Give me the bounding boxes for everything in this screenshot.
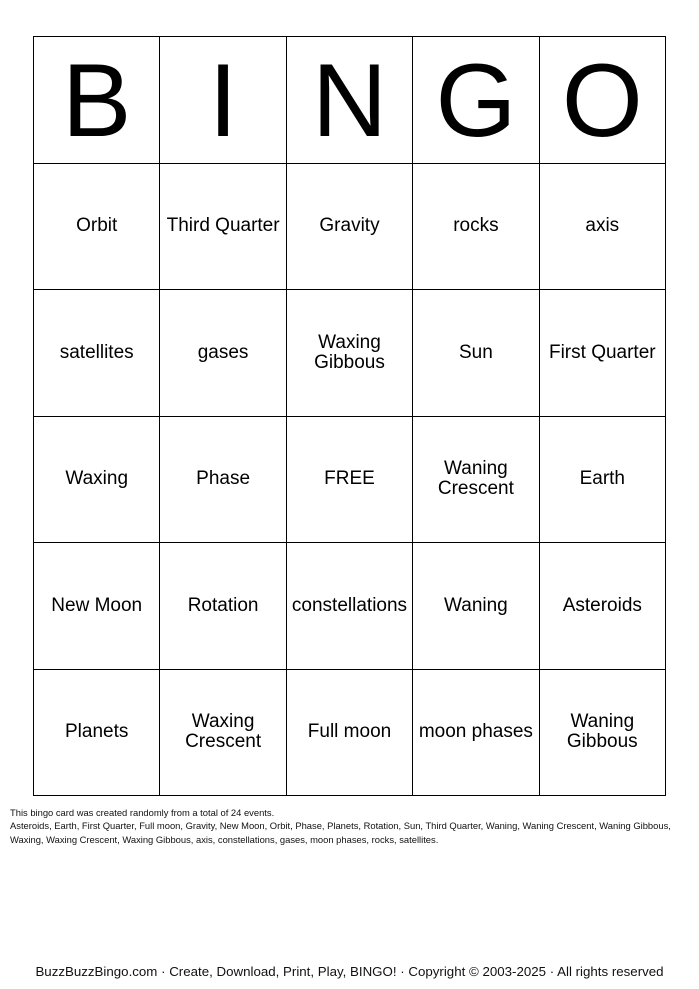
bingo-square: Waning Crescent [413, 417, 539, 544]
bingo-square: Waning [413, 543, 539, 670]
bingo-square: Sun [413, 290, 539, 417]
bingo-square: New Moon [34, 543, 160, 670]
bingo-square: Rotation [160, 543, 286, 670]
bingo-square: moon phases [413, 670, 539, 797]
site-footer: BuzzBuzzBingo.com · Create, Download, Print, Play, BINGO! · Copyright © 2003-2025 · All rights reserved [35, 964, 664, 979]
bingo-square: Waning Gibbous [540, 670, 666, 797]
header-letter-i: I [160, 37, 286, 164]
bingo-square: constellations [287, 543, 413, 670]
card-info-note [10, 806, 692, 846]
bingo-card [33, 36, 666, 796]
bingo-square: Waxing [34, 417, 160, 544]
bingo-square: Third Quarter [160, 164, 286, 291]
bingo-square: Gravity [287, 164, 413, 291]
header-letter-n: N [287, 37, 413, 164]
header-letter-g: G [413, 37, 539, 164]
header-letter-o: O [540, 37, 666, 164]
bingo-square: Waxing Gibbous [287, 290, 413, 417]
bingo-square: Phase [160, 417, 286, 544]
bingo-square: Planets [34, 670, 160, 797]
card-info-summary: This bingo card was created randomly from a total of 24 events. [10, 807, 275, 818]
card-events-list: Asteroids, Earth, First Quarter, Full moon, Gravity, New Moon, Orbit, Phase, Planets, Rotation, Sun, Third Quarter, Waning, Waning Crescent, Waning Gibbous, Waxing, Waxing Crescent, Waxing Gibbous, axis, constellations, gases, moon phases, rocks, satellites. [10, 820, 671, 845]
bingo-square: Orbit [34, 164, 160, 291]
bingo-square: Earth [540, 417, 666, 544]
bingo-square: axis [540, 164, 666, 291]
bingo-square: Waxing Crescent [160, 670, 286, 797]
bingo-square: gases [160, 290, 286, 417]
free-square: FREE [287, 417, 413, 544]
bingo-square: Full moon [287, 670, 413, 797]
bingo-square: satellites [34, 290, 160, 417]
bingo-square: rocks [413, 164, 539, 291]
bingo-square: Asteroids [540, 543, 666, 670]
header-letter-b: B [34, 37, 160, 164]
bingo-square: First Quarter [540, 290, 666, 417]
